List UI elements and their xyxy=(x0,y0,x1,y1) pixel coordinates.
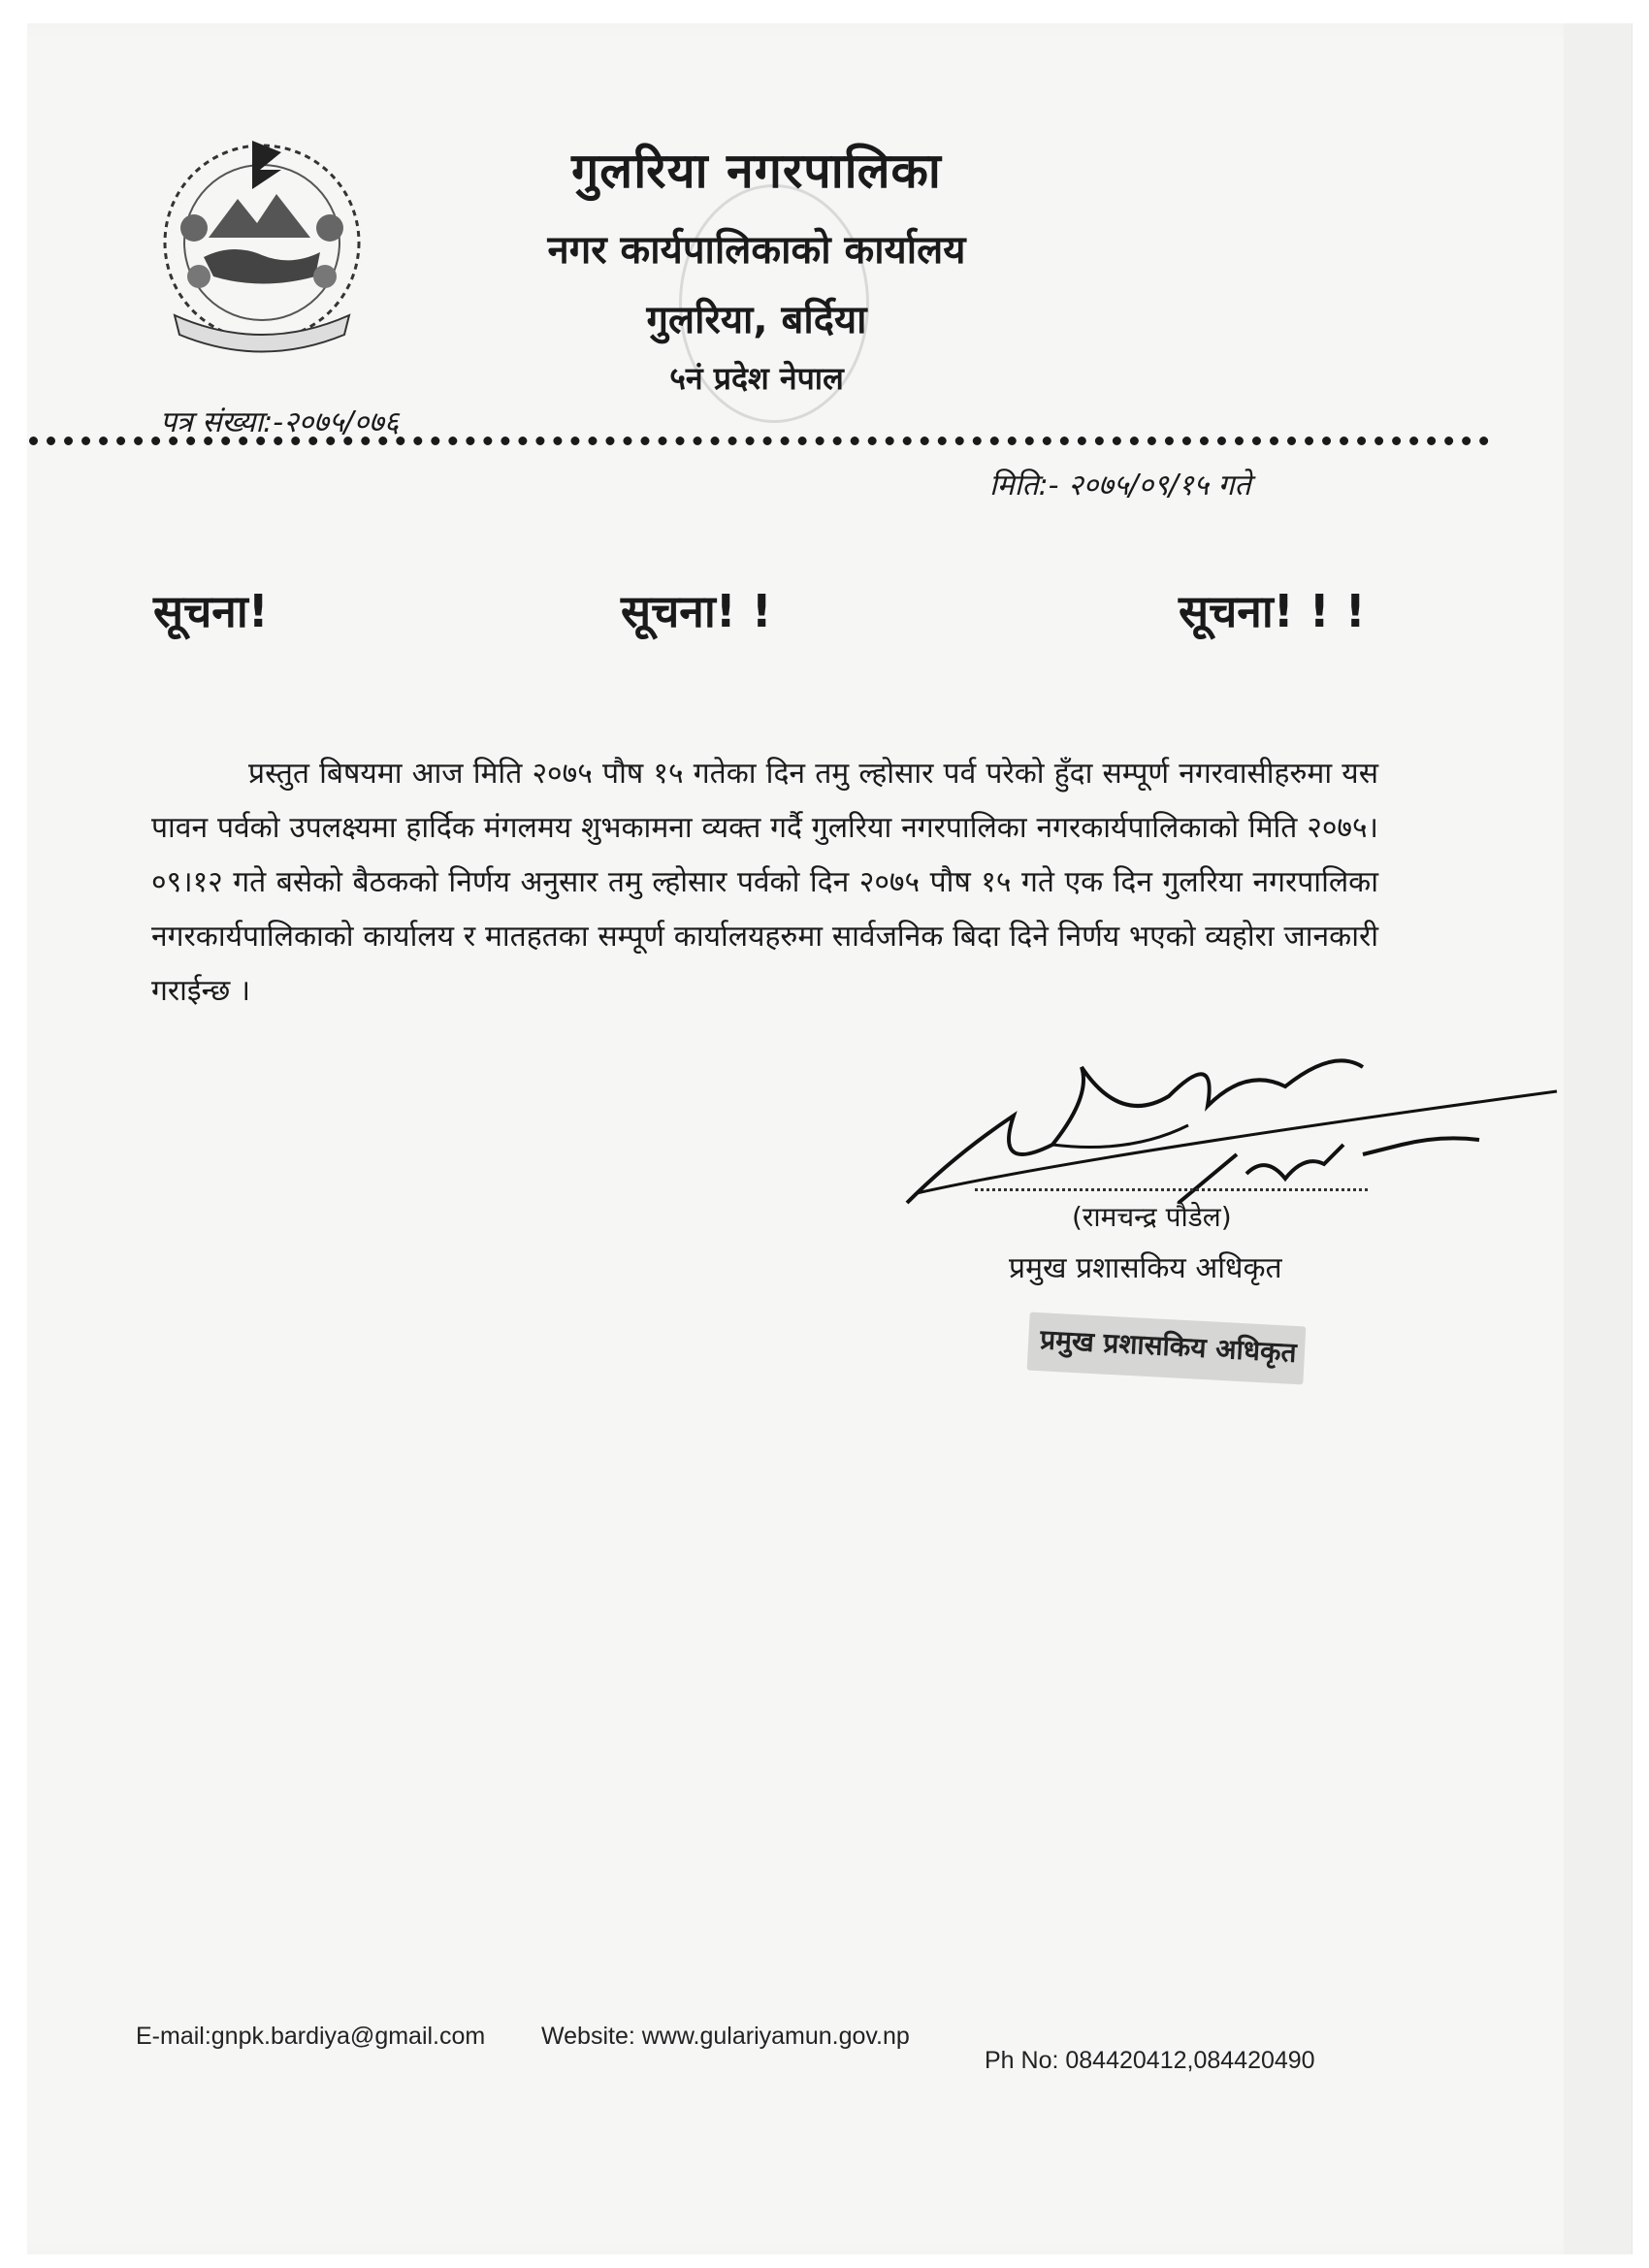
handwritten-signature xyxy=(897,1009,1567,1232)
notice-heading-2: सूचना! ! xyxy=(621,585,772,637)
reference-number: पत्र संख्या:-२०७५/०७६ xyxy=(160,405,400,439)
footer-phone: Ph No: 084420412,084420490 xyxy=(985,2047,1315,2074)
footer-email: E-mail:gnpk.bardiya@gmail.com xyxy=(136,2023,486,2050)
letter-date: मिति:- २०७५/०९/१५ गते xyxy=(989,469,1251,502)
notice-heading-3: सूचना! ! ! xyxy=(1179,585,1366,637)
office-location: गुलरिया, बर्दिया xyxy=(646,298,867,342)
dotted-divider xyxy=(29,437,1489,445)
page-edge-shadow xyxy=(1564,23,1632,2254)
stamp-text: प्रमुख प्रशासकिय अधिकृत xyxy=(1039,1323,1298,1369)
signer-designation: प्रमुख प्रशासकिय अधिकृत xyxy=(1009,1251,1282,1285)
footer-website: Website: www.gulariyamun.gov.np xyxy=(541,2023,910,2050)
signature-line xyxy=(975,1188,1368,1191)
org-name: गुलरिया नगरपालिका xyxy=(571,143,942,199)
province-label: ५नं प्रदेश नेपाल xyxy=(669,360,844,397)
nepal-emblem-icon xyxy=(146,131,378,364)
notice-body: प्रस्तुत बिषयमा आज मिति २०७५ पौष १५ गतेका दिन तमु ल्होसार पर्व परेको हुँदा सम्पूर्ण नगरवासीहरुमा यस पावन पर्वको उपलक्ष्यमा हार्दिक मंगलमय शुभकामना व्यक्त गर्दै गुलरिया नगरपालिका नगरकार्यपालिकाको मिति २०७५।०९।१२ गते बसेको बैठकको निर्णय अनुसार तमु ल्होसार पर्वको दिन २०७५ पौष १५ गते एक दिन गुलरिया नगरपालिका नगरकार्यपालिकाको कार्यालय र मातहतका सम्पूर्ण कार्यालयहरुमा सार्वजनिक बिदा दिने निर्णय भएको व्यहोरा जानकारी गराईन्छ । xyxy=(151,757,1378,1008)
signer-name: (रामचन्द्र पौडेल) xyxy=(1072,1201,1232,1233)
office-name: नगर कार्यपालिकाको कार्यालय xyxy=(547,228,966,273)
notice-heading-1: सूचना! xyxy=(153,585,269,637)
